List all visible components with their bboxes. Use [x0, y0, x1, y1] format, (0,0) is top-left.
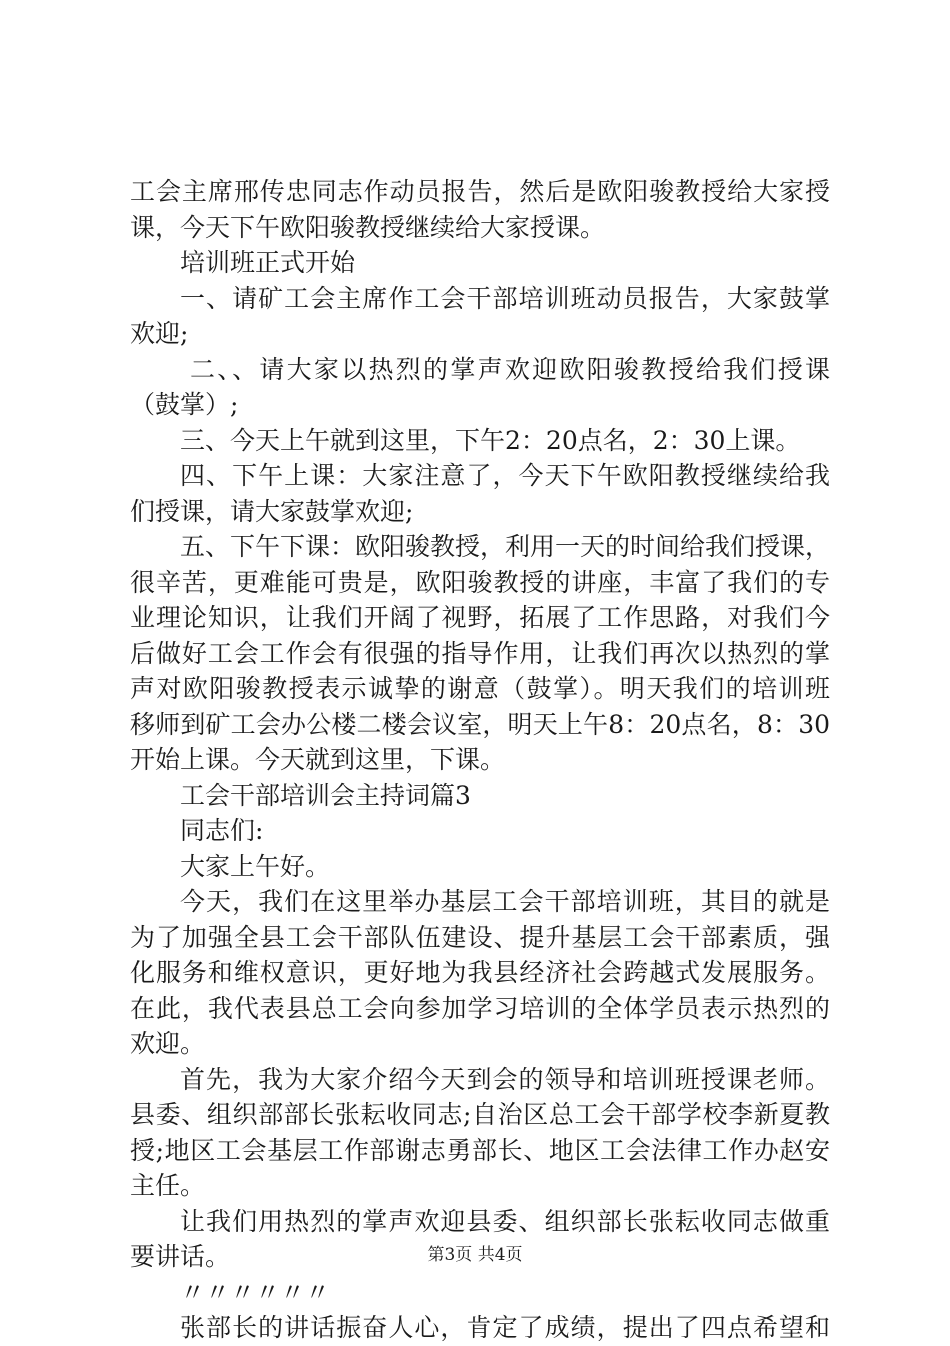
text-line: 县委、组织部部长张耘收同志;自治区总工会干部学校李新夏教 [130, 1100, 830, 1129]
text-line: 五、下午下课：欧阳骏教授，利用一天的时间给我们授课， [180, 532, 830, 561]
text-line: 欢迎; [130, 319, 189, 348]
section-heading: 工会干部培训会主持词篇3 [180, 780, 471, 810]
text-line: 在此，我代表县总工会向参加学习培训的全体学员表示热烈的 [130, 993, 830, 1023]
page-number-footer: 第3页 共4页 [427, 1245, 523, 1265]
text-line: 让我们用热烈的掌声欢迎县委、组织部长张耘收同志做重 [180, 1206, 830, 1236]
text-line: 一、请矿工会主席作工会干部培训班动员报告，大家鼓掌 [180, 283, 830, 313]
text-line: 四、下午上课：大家注意了，今天下午欧阳教授继续给我 [180, 461, 830, 490]
text-line: 要讲话。 [130, 1242, 231, 1271]
text-line: 为了加强全县工会干部队伍建设、提升基层工会干部素质，强 [130, 922, 830, 952]
text-line: 今天，我们在这里举办基层工会干部培训班，其目的就是 [180, 887, 830, 916]
text-line: 们授课，请大家鼓掌欢迎; [130, 496, 414, 526]
text-line: 后做好工会工作会有很强的指导作用，让我们再次以热烈的掌 [130, 638, 830, 668]
text-line: 课，今天下午欧阳骏教授继续给大家授课。 [130, 212, 606, 242]
text-line: 很辛苦，更难能可贵是，欧阳骏教授的讲座，丰富了我们的专 [130, 567, 830, 597]
text-line: 张部长的讲话振奋人心，肯定了成绩，提出了四点希望和 [180, 1313, 830, 1342]
text-line: 开始上课。今天就到这里，下课。 [130, 745, 506, 774]
salutation: 同志们: [180, 816, 264, 845]
text-line: 业理论知识，让我们开阔了视野，拓展了工作思路，对我们今 [130, 603, 830, 632]
text-line: 主任。 [130, 1171, 206, 1200]
text-line: 声对欧阳骏教授表示诚挚的谢意（鼓掌）。明天我们的培训班 [130, 674, 830, 703]
ditto-marks: 〃〃〃〃〃〃 [180, 1277, 331, 1307]
body-text [130, 174, 830, 1346]
text-line: 欢迎。 [130, 1029, 206, 1058]
text-line: 授;地区工会基层工作部谢志勇部长、地区工会法律工作办赵安 [130, 1135, 830, 1165]
text-line: 三、今天上午就到这里，下午2：20点名，2：30上课。 [180, 425, 801, 455]
text-line: 工会主席邢传忠同志作动员报告，然后是欧阳骏教授给大家授 [130, 177, 830, 206]
text-line: 移师到矿工会办公楼二楼会议室，明天上午8：20点名，8：30 [130, 709, 830, 739]
text-line: （鼓掌）; [130, 390, 239, 419]
text-line: 二、、请大家以热烈的掌声欢迎欧阳骏教授给我们授课 [190, 354, 830, 384]
text-line: 培训班正式开始 [180, 248, 356, 277]
text-line: 化服务和维权意识，更好地为我县经济社会跨越式发展服务。 [130, 958, 830, 987]
greeting: 大家上午好。 [180, 851, 331, 881]
text-line: 首先，我为大家介绍今天到会的领导和培训班授课老师。 [180, 1064, 830, 1094]
